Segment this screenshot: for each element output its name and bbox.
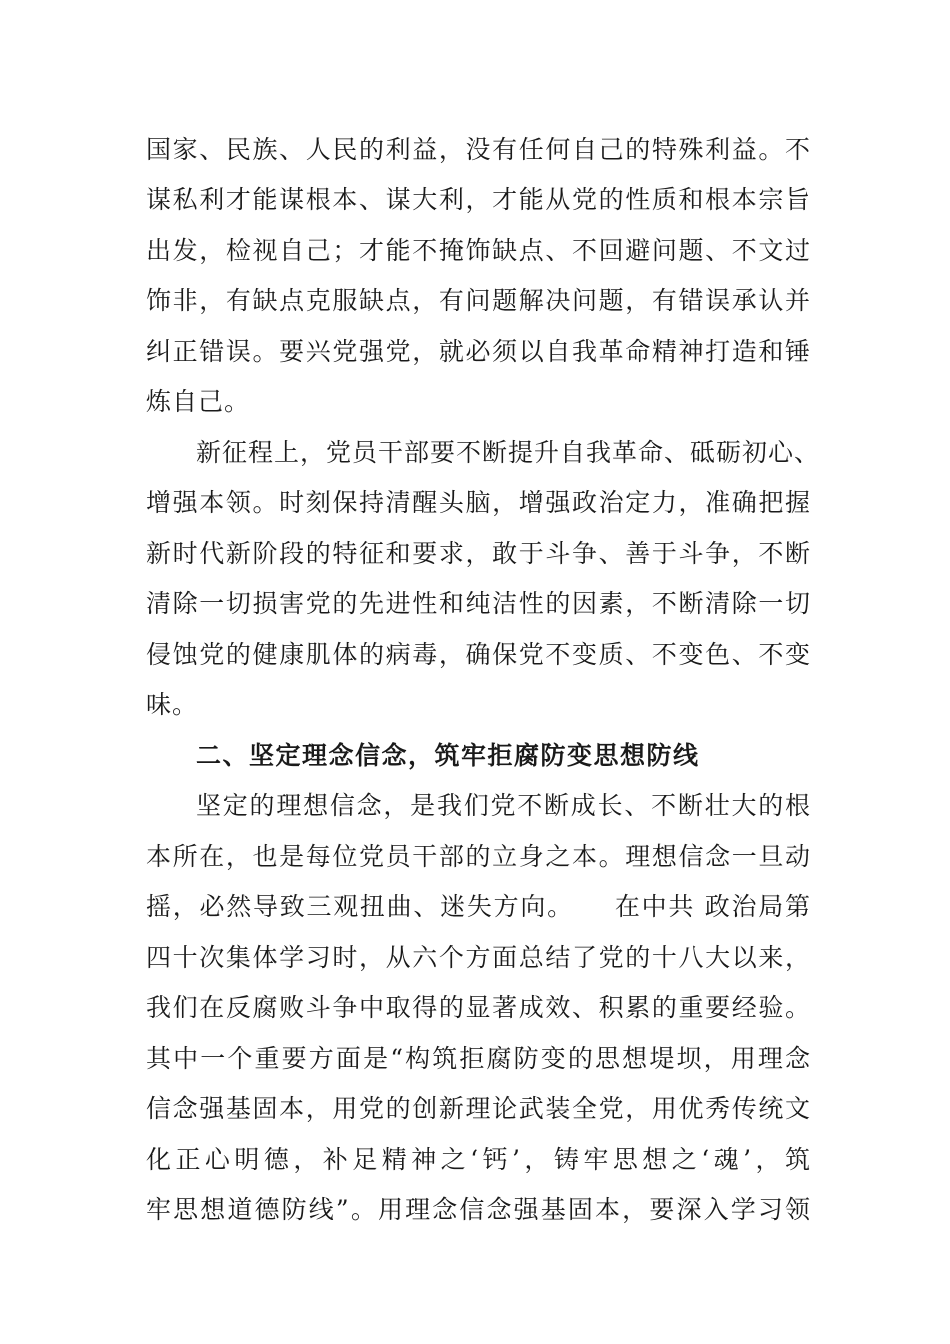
text-line: 增强本领。时刻保持清醒头脑，增强政治定力，准确把握	[146, 488, 811, 517]
text-line: 牢思想道德防线”。用理念信念强基固本，要深入学习领	[146, 1195, 811, 1224]
text-line: 四十次集体学习时，从六个方面总结了党的十八大以来，	[146, 943, 811, 972]
text-line: 化正心明德，补足精神之‘钙’，铸牢思想之‘魂’，筑	[146, 1145, 811, 1174]
text-line: 饰非，有缺点克服缺点，有问题解决问题，有错误承认并	[146, 286, 811, 315]
text-line: 国家、民族、人民的利益，没有任何自己的特殊利益。不	[146, 135, 811, 164]
section-heading: 二、坚定理念信念，筑牢拒腐防变思想防线	[196, 741, 700, 770]
text-line: 纠正错误。要兴党强党，就必须以自我革命精神打造和锤	[146, 337, 811, 366]
text-line: 我们在反腐败斗争中取得的显著成效、积累的重要经验。	[146, 993, 811, 1022]
text-line: 摇，必然导致三观扭曲、迷失方向。 在中共 政治局第	[146, 892, 811, 921]
text-line: 清除一切损害党的先进性和纯洁性的因素，不断清除一切	[146, 589, 811, 618]
text-line: 炼自己。	[146, 387, 251, 416]
text-line: 味。	[146, 690, 199, 719]
text-line: 其中一个重要方面是“构筑拒腐防变的思想堤坝，用理念	[146, 1044, 811, 1073]
text-line: 信念强基固本，用党的创新理论武装全党，用优秀传统文	[146, 1094, 811, 1123]
text-line: 新时代新阶段的特征和要求，敢于斗争、善于斗争，不断	[146, 539, 811, 568]
text-line: 本所在，也是每位党员干部的立身之本。理想信念一旦动	[146, 842, 811, 871]
paragraph-first-line: 新征程上，党员干部要不断提升自我革命、砥砺初心、	[196, 438, 821, 467]
text-line: 出发，检视自己；才能不掩饰缺点、不回避问题、不文过	[146, 236, 811, 265]
text-line: 侵蚀党的健康肌体的病毒，确保党不变质、不变色、不变	[146, 640, 811, 669]
text-line: 谋私利才能谋根本、谋大利，才能从党的性质和根本宗旨	[146, 185, 811, 214]
paragraph-first-line: 坚定的理想信念，是我们党不断成长、不断壮大的根	[196, 791, 811, 820]
